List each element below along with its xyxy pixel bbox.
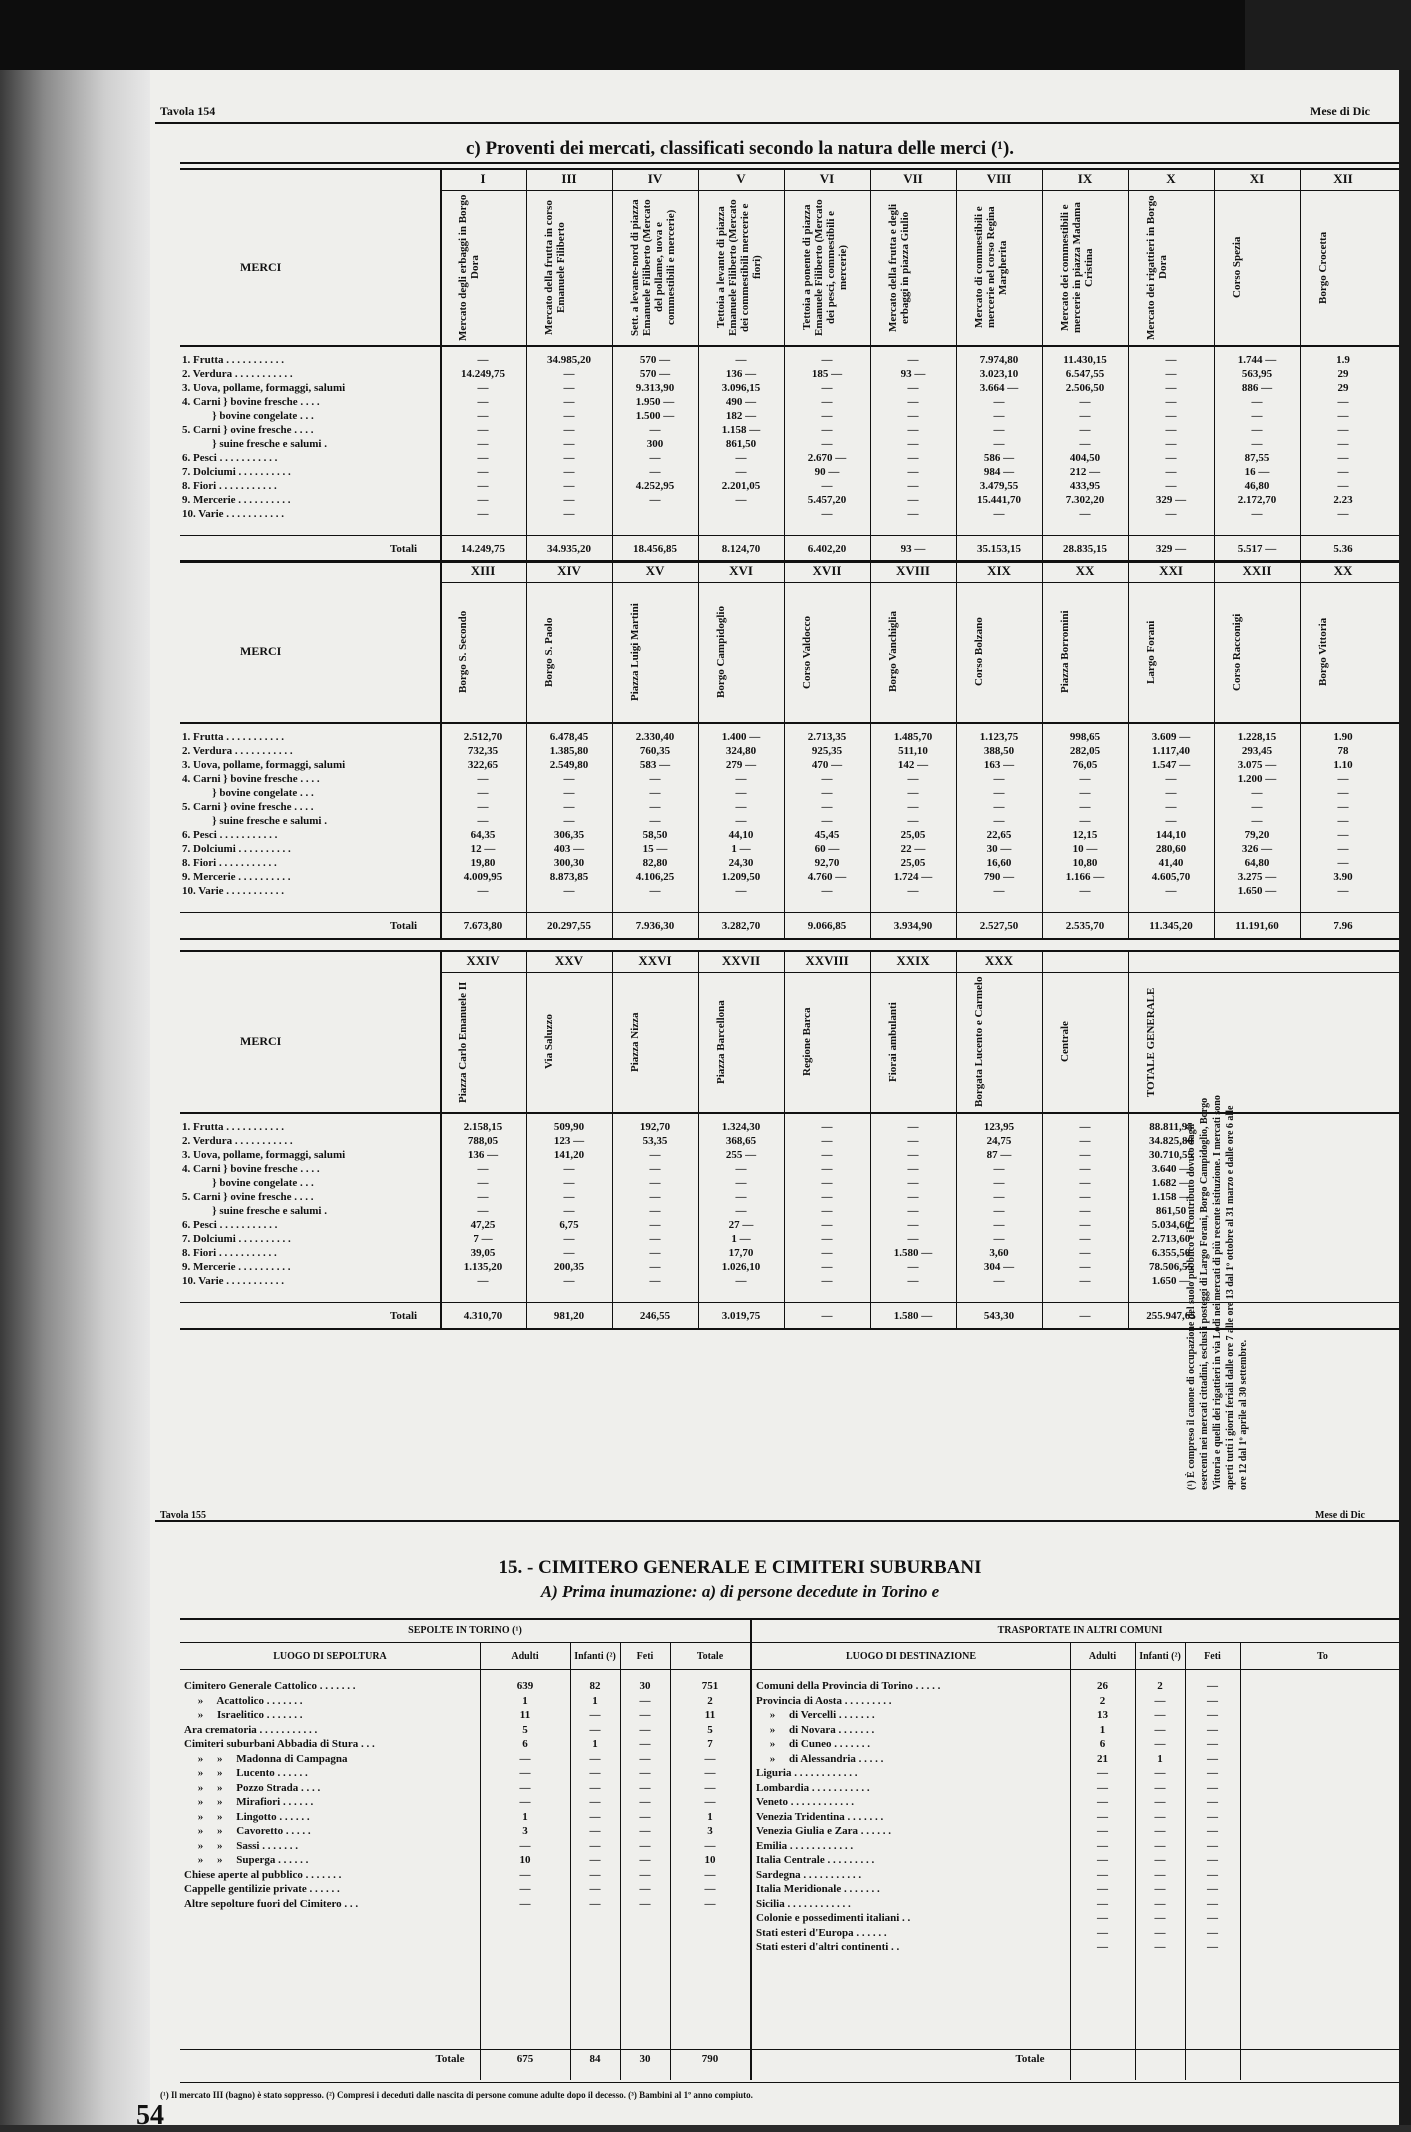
column-total: 34.935,20 (547, 543, 591, 555)
column-values: 1.485,70 511,10 142 — — — — — 25,05 22 — 25,05 1.724 — — (893, 731, 933, 897)
column-number: IV (647, 171, 663, 186)
table-title: c) Proventi dei mercati, classificati secondo la natura delle merci (¹). (465, 138, 1015, 159)
market-name: Sett. a levante-nord di piazza Emanuele Filiberto (Mercato del pollame, uova e commestibili e mercerie) (629, 199, 677, 336)
column-total: 11.345,20 (1149, 920, 1193, 932)
column-total: 18.456,85 (633, 543, 677, 555)
market-name: Borgo Vanchiglia (887, 611, 899, 693)
column-values: 998,65 282,05 76,05 — — — — 12,15 10 — 10,80 1.166 — — (1065, 731, 1105, 897)
column-values: — — — — — — — — — — — — (821, 1121, 833, 1287)
right-feti: — — — — — — — — — — — — — — — — — — — (1207, 1680, 1218, 1953)
column-total: 981,20 (553, 1310, 585, 1322)
s15-top-rule (180, 1618, 1405, 1620)
section-title: 15. - CIMITERO GENERALE E CIMITERI SUBURBANI (498, 1557, 982, 1578)
column-total: 7.96 (1333, 920, 1353, 932)
left-header: Totale (696, 1651, 724, 1662)
column-values: 3.609 — 1.117,40 1.547 — — — — — 144,10 280,60 41,40 4.605,70 — (1151, 731, 1191, 897)
block3-num-rule (440, 972, 1405, 973)
column-total: 2.535,70 (1065, 920, 1105, 932)
footnotes: (¹) Il mercato III (bagno) è stato soppresso. (²) Compresi i deceduti dalle nascita di persone comune adulte dopo il decesso. (³) Bambini al 1º anno compiuto. (160, 2090, 753, 2100)
market-name: Fiorai ambulanti (887, 1002, 899, 1082)
scan-top-band (0, 0, 1411, 70)
column-total: 4.310,70 (463, 1310, 503, 1322)
s15-head-rule (180, 1669, 1405, 1670)
scan-right-edge (1399, 70, 1411, 2125)
market-name: Borgo Campidoglio (715, 606, 727, 698)
scan-left-margin (0, 70, 150, 2125)
column-total: 3.019,75 (721, 1310, 761, 1322)
column-number: XXVIII (805, 953, 849, 968)
right-header: LUOGO DI DESTINAZIONE (845, 1651, 977, 1662)
section-subtitle: A) Prima inumazione: a) di persone decedute in Torino e (540, 1582, 940, 1601)
market-name: Piazza Nizza (629, 1012, 641, 1072)
column-total: 28.835,15 (1063, 543, 1107, 555)
document-page (136, 70, 1411, 2131)
footnote-vertical: (¹) È compreso il canone di occupazione del suolo pubblico e il contributo dovuto dagli esercenti nei mercati cittadini, esclusi i posteggi di Largo Forani, Borgo Campidoglio, Borgo Vittoria e quelli dei rigattieri in via Lodi nei mercati di più recente istituzione. I mercati sono aperti tutti i giorni feriali dalle ore 7 alle ore 13 dal 1º ottobre al 31 marzo e dalle ore 6 alle ore 12 dal 1º aprile al 30 settembre. (1186, 1095, 1249, 1490)
column-number: XXIV (466, 953, 500, 968)
block3-top-rule (180, 950, 1405, 952)
left-feti: 30 — — — — — — — — — — — — — — — (639, 1680, 651, 1910)
page-number: 54 (136, 2100, 164, 2131)
column-values: 123,95 24,75 87 — — — — — — — 3,60 304 — — (983, 1121, 1015, 1287)
month-label-155: Mese di Dic (1315, 1510, 1365, 1521)
right-col-divider (1240, 1643, 1241, 2080)
left-header: Infanti (²) (574, 1651, 616, 1662)
block2-end-rule (180, 938, 1405, 940)
left-total-cell: Totale (435, 2053, 465, 2065)
block3-merci-label: MERCI (240, 1034, 282, 1048)
column-values: 1.400 — 324,80 279 — — — — — 44,10 1 — 24,30 1.209,50 — (721, 731, 761, 897)
table-number-155: Tavola 155 (160, 1510, 207, 1521)
block1-num-rule (440, 190, 1405, 191)
column-number: XIX (987, 563, 1011, 578)
column-number: XXI (1159, 563, 1183, 578)
left-header: Adulti (511, 1651, 539, 1662)
column-number: III (561, 171, 577, 186)
column-values: — 136 — 3.096,15 490 — 182 — 1.158 — 861,50 — — 2.201,05 — (721, 354, 761, 506)
market-name: Borgo Vittoria (1317, 617, 1329, 687)
market-name: Tettoia a levante di piazza Emanuele Filiberto (Mercato dei commestibili mercerie e fiori) (715, 199, 763, 336)
column-values: 34.985,20 — — — — — — — — — — — (547, 354, 591, 520)
column-number: XI (1249, 171, 1265, 186)
column-values: 1.744 — 563,95 886 — — — — — 87,55 16 — 46,80 2.172,70 — (1237, 354, 1277, 520)
market-name: Piazza Borromini (1059, 610, 1071, 694)
column-total: 1.580 — (893, 1310, 933, 1322)
market-name: Corso Valdocco (801, 615, 813, 689)
header-rule (155, 122, 1405, 124)
left-total-cell: 84 (589, 2053, 601, 2065)
block1-categories: 1. Frutta . . . . . . . . . . . 2. Verdura . . . . . . . . . . . 3. Uova, pollame, formaggi, salumi 4. Carni } bovine fresche . . . . } bovine congelate . . . 5. Carni } ovine fresche . . . . } suine fresche e salumi . 6. Pesci . . . . . . . . . . . 7. Dolciumi . . . . . . . . . . 8. Fiori . . . . . . . . . . . 9. Mercerie . . . . . . . . . . 10. Varie . . . . . . . . . . . (182, 354, 346, 520)
s15-rule-2 (180, 1642, 1405, 1643)
right-header: Adulti (1088, 1651, 1117, 1662)
column-values: 1.324,30 368,65 255 — — — — — 27 — 1 — 17,70 1.026,10 — (721, 1121, 761, 1287)
column-number: VIII (986, 171, 1012, 186)
column-values: — 93 — — — — — — — — — — — (900, 354, 926, 520)
column-number: XII (1333, 171, 1353, 186)
column-number: XX (1333, 563, 1353, 578)
block1-head-rule (180, 345, 1405, 347)
market-name: Borgo Crocetta (1317, 231, 1329, 304)
market-name: Corso Bolzano (973, 617, 985, 687)
column-values: 1.9 29 29 — — — — — — — 2.23 — (1333, 354, 1353, 520)
column-total: 20.297,55 (547, 920, 591, 932)
column-number: XXX (984, 953, 1014, 968)
column-number: XXV (554, 953, 584, 968)
column-total: 7.936,30 (635, 920, 675, 932)
market-name: Corso Spezia (1231, 236, 1243, 299)
column-total: 3.934,90 (893, 920, 933, 932)
column-total: 3.282,70 (721, 920, 761, 932)
section-rule (155, 1520, 1405, 1522)
block3-categories: 1. Frutta . . . . . . . . . . . 2. Verdura . . . . . . . . . . . 3. Uova, pollame, formaggi, salumi 4. Carni } bovine fresche . . . . } bovine congelate . . . 5. Carni } ovine fresche . . . . } suine fresche e salumi . 6. Pesci . . . . . . . . . . . 7. Dolciumi . . . . . . . . . . 8. Fiori . . . . . . . . . . . 9. Mercerie . . . . . . . . . . 10. Varie . . . . . . . . . . . (182, 1121, 346, 1287)
column-total: 6.402,20 (807, 543, 847, 555)
column-values: 570 — 570 — 9.313,90 1.950 — 1.500 — — 300 — — 4.252,95 — (635, 354, 675, 506)
left-adulti: 639 1 11 5 6 — — — — 1 3 — 10 — — — (516, 1680, 534, 1910)
left-total-cell: 30 (639, 2053, 651, 2065)
block1-tot-rule (180, 535, 1405, 536)
column-number: XIII (470, 563, 496, 578)
column-total: 11.191,60 (1235, 920, 1279, 932)
column-total: 8.124,70 (721, 543, 761, 555)
column-total: 35.153,15 (977, 543, 1021, 555)
market-name: Mercato della frutta in corso Emanuele Filiberto (543, 200, 567, 335)
block1-totals-label: Totali (390, 543, 418, 555)
market-name: Borgo S. Secondo (457, 610, 469, 694)
column-values: 192,70 53,35 — — — — — — — — — — (639, 1121, 671, 1287)
column-number: XIV (557, 563, 581, 578)
left-header: Feti (636, 1651, 654, 1662)
title-rule (180, 162, 1405, 164)
column-values: 2.512,70 732,35 322,65 — — — — 64,35 12 — 19,80 4.009,95 — (463, 731, 503, 897)
market-name: Mercato dei commestibili e mercerie in piazza Madama Cristina (1059, 202, 1095, 333)
market-name: Via Saluzzo (543, 1014, 555, 1070)
market-name: Mercato dei rigattieri in Borgo Dora (1145, 195, 1169, 340)
column-total: 246,55 (639, 1310, 671, 1322)
column-values: 7.974,80 3.023,10 3.664 — — — — — 586 — 984 — 3.479,55 15.441,70 — (977, 354, 1021, 520)
column-number: XXVII (721, 953, 761, 968)
column-values: 1.123,75 388,50 163 — — — — — 22,65 30 — 16,60 790 — — (979, 731, 1019, 897)
column-values: — 14.249,75 — — — — — — — — — — (461, 354, 505, 520)
column-values: 6.478,45 1.385,80 2.549,80 — — — — 306,35 403 — 300,30 8.873,85 — (549, 731, 589, 897)
column-values: — — — — — — — — — — 329 — — (1155, 354, 1187, 520)
column-number: VI (819, 171, 835, 186)
month-label: Mese di Dic (1310, 104, 1370, 118)
column-values: — 185 — — — — — — 2.670 — 90 — — 5.457,20 — (807, 354, 847, 520)
market-name: Borgo S. Paolo (543, 617, 555, 687)
table-number: Tavola 154 (160, 104, 216, 118)
market-name: Centrale (1059, 1021, 1071, 1063)
column-values: 509,90 123 — 141,20 — — — — 6,75 — — 200,35 — (553, 1121, 585, 1287)
column-values: — — — — — — — — — — — — (1079, 1121, 1091, 1287)
s15-bottom-rule (180, 2082, 1405, 2083)
column-total: — (1079, 1310, 1091, 1322)
left-infanti: 82 1 — — 1 — — — — — — — — — — — (589, 1680, 601, 1910)
block1-top-rule (180, 168, 1405, 170)
column-number: I (480, 171, 486, 186)
column-number: XXIX (896, 953, 930, 968)
column-number: IX (1077, 171, 1093, 186)
column-number: XXVI (638, 953, 672, 968)
market-name: Regione Barca (801, 1007, 813, 1077)
column-values: 1.228,15 293,45 3.075 — 1.200 — — — — 79,20 326 — 64,80 3.275 — 1.650 — (1237, 731, 1277, 897)
column-number: XX (1075, 563, 1095, 578)
column-number: XVII (812, 563, 842, 578)
right-total-label: Totale (1015, 2053, 1045, 2065)
market-name: Mercato degli erbaggi in Borgo Dora (457, 194, 481, 341)
column-values: 2.330,40 760,35 583 — — — — — 58,50 15 — 82,80 4.106,25 — (635, 731, 675, 897)
market-name: Piazza Barcellona (715, 1000, 727, 1084)
market-name: Piazza Luigi Martini (629, 603, 641, 701)
market-name: TOTALE GENERALE (1145, 987, 1157, 1097)
column-values: — — — — — — — — — 1.580 — — — (893, 1121, 933, 1287)
right-header: To (1317, 1651, 1328, 1662)
column-values: 2.158,15 788,05 136 — — — — — 47,25 7 — 39,05 1.135,20 — (463, 1121, 503, 1287)
market-name: Piazza Carlo Emanuele II (457, 981, 469, 1103)
left-total-cell: 675 (516, 2053, 534, 2065)
burial-places: Cimitero Generale Cattolico . . . . . . . » Acattolico . . . . . . . » Israelitico . . . . . . . Ara crematoria . . . . . . . . . . . Cimiteri suburbani Abbadia di Stura . . . » » Madonna di Campagna » » Lucento . . . . . . » » Pozzo Strada . . . . » » Mirafiori . . . . . . » » Lingotto . . . . . . » » Cavoretto . . . . . » » Sassi . . . . . . . » » Superga . . . . . . Chiese aperte al pubblico . . . . . . . Cappelle gentilizie private . . . . . . Altre sepolture fuori del Cimitero . . . (184, 1680, 375, 1910)
s15-total-rule (180, 2049, 1405, 2050)
block2-categories: 1. Frutta . . . . . . . . . . . 2. Verdura . . . . . . . . . . . 3. Uova, pollame, formaggi, salumi 4. Carni } bovine fresche . . . . } bovine congelate . . . 5. Carni } ovine fresche . . . . } suine fresche e salumi . 6. Pesci . . . . . . . . . . . 7. Dolciumi . . . . . . . . . . 8. Fiori . . . . . . . . . . . 9. Mercerie . . . . . . . . . . 10. Varie . . . . . . . . . . . (182, 731, 346, 897)
right-adulti: 26 2 13 1 6 21 — — — — — — — — — — — — — (1097, 1680, 1108, 1953)
market-name: Mercato della frutta e degli erbaggi in piazza Giulio (887, 203, 911, 332)
column-total: — (821, 1310, 833, 1322)
block2-totals-label: Totali (390, 920, 418, 932)
left-header: LUOGO DI SEPOLTURA (273, 1651, 387, 1662)
column-total: 2.527,50 (979, 920, 1019, 932)
market-name: Largo Forani (1145, 620, 1157, 684)
column-number: XV (645, 563, 665, 578)
column-total: 7.673,80 (463, 920, 503, 932)
column-number: XVI (729, 563, 753, 578)
column-total: 255.947,65 (1146, 1310, 1196, 1322)
column-number: XXII (1242, 563, 1272, 578)
block1-merci-label: MERCI (240, 259, 282, 274)
block2-merci-label: MERCI (240, 644, 282, 658)
column-values: 1.90 78 1.10 — — — — — — — 3.90 — (1333, 731, 1353, 897)
column-total: 9.066,85 (807, 920, 847, 932)
column-total: 5.517 — (1237, 543, 1277, 555)
column-number: X (1166, 171, 1176, 186)
column-number: VII (903, 171, 923, 186)
column-values: 2.713,35 925,35 470 — — — — — 45,45 60 — 92,70 4.760 — — (807, 731, 847, 897)
column-total: 329 — (1155, 543, 1187, 555)
left-total-cell: 790 (701, 2053, 719, 2065)
column-total: 5.36 (1333, 543, 1353, 555)
left-caption: SEPOLTE IN TORINO (¹) (408, 1625, 522, 1636)
column-number: XVIII (896, 563, 930, 578)
right-infanti: 2 — — — — 1 — — — — — — — — — — — — — (1154, 1680, 1166, 1953)
column-values: 88.811,95 34.825,80 30.710,55 3.640 — 1.682 — 1.158 — 861,50 5.034,60 2.713,60 6.355,50 78.506,55 1.650 — (1149, 1121, 1193, 1287)
block2-tot-rule (180, 912, 1405, 913)
block2-top-rule (180, 560, 1405, 562)
market-name: Tettoia a ponente di piazza Emanuele Filiberto (Mercato dei pesci, commestibili e mercerie) (801, 199, 849, 336)
column-values: 11.430,15 6.547,55 2.506,50 — — — — 404,50 212 — 433,95 7.302,20 — (1063, 354, 1107, 520)
left-totale: 751 2 11 5 7 — — — — 1 3 — 10 — — — (701, 1680, 719, 1910)
column-total: 93 — (900, 543, 926, 555)
market-name: Borgata Lucento e Carmelo (973, 976, 985, 1108)
column-total: 14.249,75 (461, 543, 505, 555)
column-total: 543,30 (983, 1310, 1015, 1322)
market-name: Corso Racconigi (1231, 613, 1243, 691)
market-name: Mercato di commestibili e mercerie nel corso Regina Margherita (973, 206, 1009, 329)
column-number: V (736, 171, 746, 186)
right-header: Infanti (²) (1139, 1651, 1181, 1662)
right-header: Feti (1204, 1651, 1221, 1662)
s15-mid-divider (750, 1618, 752, 2080)
block3-totals-label: Totali (390, 1310, 418, 1322)
block2-head-rule (180, 722, 1405, 724)
right-caption: TRASPORTATE IN ALTRI COMUNI (997, 1625, 1163, 1636)
destinations: Comuni della Provincia di Torino . . . . . Provincia di Aosta . . . . . . . . . » di Vercelli . . . . . . . » di Novara . . . . . . . » di Cuneo . . . . . . . » di Alessandria . . . . . Liguria . . . . . . . . . . . . Lombardia . . . . . . . . . . . Veneto . . . . . . . . . . . . Venezia Tridentina . . . . . . . Venezia Giulia e Zara . . . . . . Emilia . . . . . . . . . . . . Italia Centrale . . . . . . . . . Sardegna . . . . . . . . . . . Italia Meridionale . . . . . . . Sicilia . . . . . . . . . . . . Colonie e possedimenti italiani . . Stati esteri d'Europa . . . . . . Stati esteri d'altri continenti . . (756, 1680, 941, 1953)
block2-num-rule (440, 582, 1405, 583)
